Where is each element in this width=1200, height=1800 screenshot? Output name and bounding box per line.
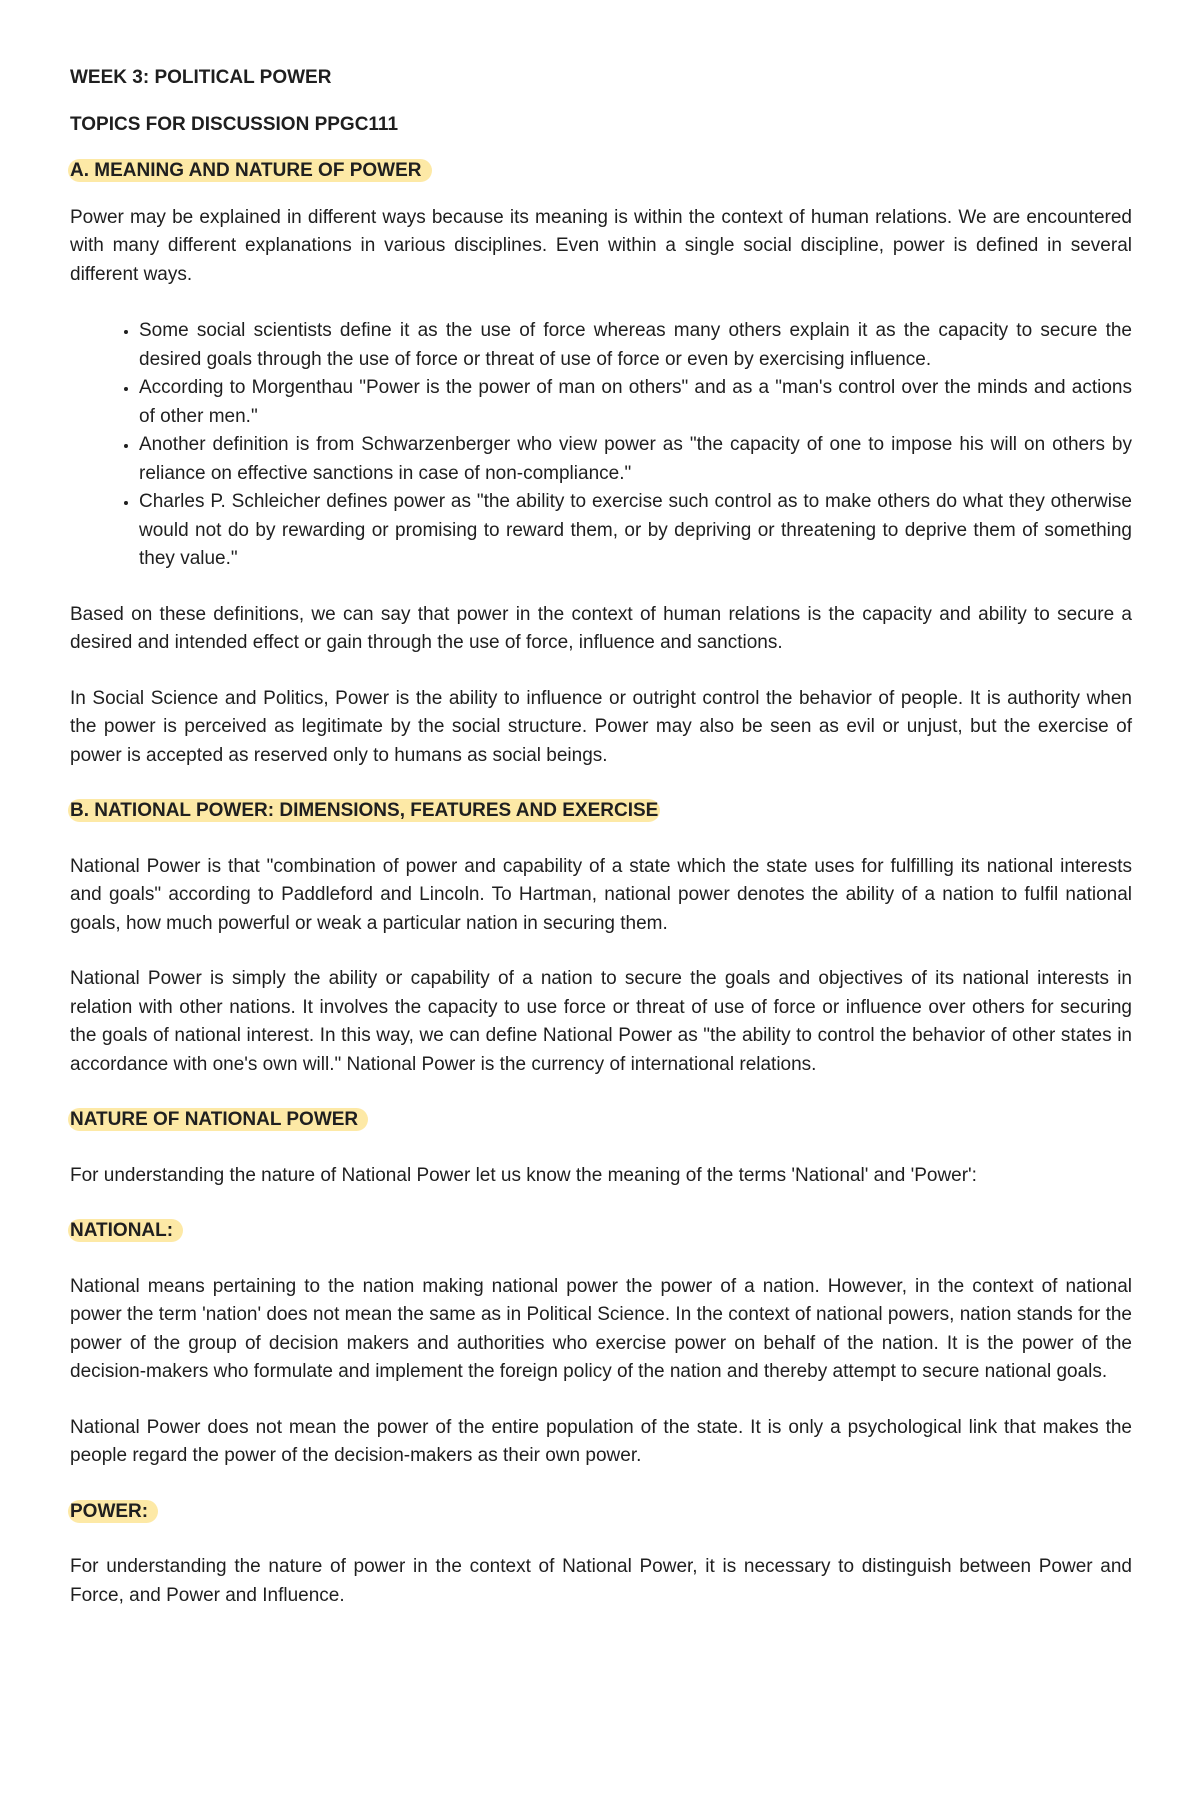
section-b-heading-line — [70, 797, 1132, 826]
topics-title: TOPICS FOR DISCUSSION PPGC111 — [70, 113, 399, 135]
national-heading-line — [70, 1217, 1132, 1246]
national-para-2: National Power does not mean the power of the entire population of the state. It is only a psychological link that makes the people regard the power of the decision-makers as their own power. — [70, 1416, 1132, 1466]
list-item: • Another definition is from Schwarzenberger who view power as "the capacity of one to impose his will on others by reliance on effective sanctions in case of non-compliance." — [139, 431, 1132, 488]
list-item: • According to Morgenthau "Power is the power of man on others" and as a "man's control over the minds and actions of other men." — [139, 374, 1132, 431]
section-a-heading-line — [70, 157, 1132, 186]
week-title: WEEK 3: POLITICAL POWER — [70, 67, 332, 88]
national-heading: NATIONAL: — [68, 1219, 183, 1242]
definitions-list — [70, 317, 1132, 574]
section-a-intro: Power may be explained in different ways because its meaning is within the context of human relations. We are encountered with many different explanations in various disciplines. Even within a single social discipline, power is defined in several different ways. — [70, 206, 1132, 285]
section-a-para-2: Based on these definitions, we can say that power in the context of human relations is the capacity and ability to secure a desired and intended effect or gain through the use of force, influence and sanctions. — [70, 603, 1132, 653]
section-a-para-3: In Social Science and Politics, Power is the ability to influence or outright control the behavior of people. It is authority when the power is perceived as legitimate by the social structure. Power may also be seen as evil or unjust, but the exercise of power is accepted as reserved only to humans as social beings. — [70, 687, 1132, 766]
nature-heading-line — [70, 1106, 1132, 1135]
section-b-para-1: National Power is that "combination of power and capability of a state which the state uses for fulfilling its national interests and goals" according to Paddleford and Lincoln. To Hartman, national power denotes the ability of a nation to fulfil national goals, how much powerful or weak a particular nation in securing them. — [70, 855, 1132, 934]
national-para-1: National means pertaining to the nation making national power the power of a nation. However, in the context of national power the term 'nation' does not mean the same as in Political Science. In the context of national powers, nation stands for the power of the group of decision makers and authorities who exercise power on behalf of the nation. It is the power of the decision-makers who formulate and implement the foreign policy of the nation and thereby attempt to secure national goals. — [70, 1275, 1132, 1382]
document-page — [70, 64, 1132, 1610]
list-item: • Some social scientists define it as the use of force whereas many others explain it as the capacity to secure the desired goals through the use of force or threat of use of force or even by exercising influence. — [139, 317, 1132, 374]
nature-para: For understanding the nature of National Power let us know the meaning of the terms 'National' and 'Power': — [70, 1164, 977, 1186]
section-a-heading: A. MEANING AND NATURE OF POWER — [68, 159, 432, 182]
power-heading: POWER: — [68, 1500, 158, 1523]
nature-heading: NATURE OF NATIONAL POWER — [68, 1108, 368, 1131]
power-heading-line — [70, 1498, 1132, 1527]
section-b-heading: B. NATIONAL POWER: DIMENSIONS, FEATURES AND EXERCISE — [70, 800, 659, 821]
list-item: • Charles P. Schleicher defines power as "the ability to exercise such control as to make others do what they otherwise would not do by rewarding or promising to reward them, or by depriving or threatening to deprive them of something they value." — [139, 488, 1132, 574]
power-para: For understanding the nature of power in the context of National Power, it is necessary to distinguish between Power and Force, and Power and Influence. — [70, 1556, 1132, 1606]
section-b-para-2: National Power is simply the ability or capability of a nation to secure the goals and objectives of its national interests in relation with other nations. It involves the capacity to use force or threat of use of force or influence over others for securing the goals of national interest. In this way, we can define National Power as "the ability to control the behavior of other states in accordance with one's own will." National Power is the currency of international relations. — [70, 968, 1132, 1075]
